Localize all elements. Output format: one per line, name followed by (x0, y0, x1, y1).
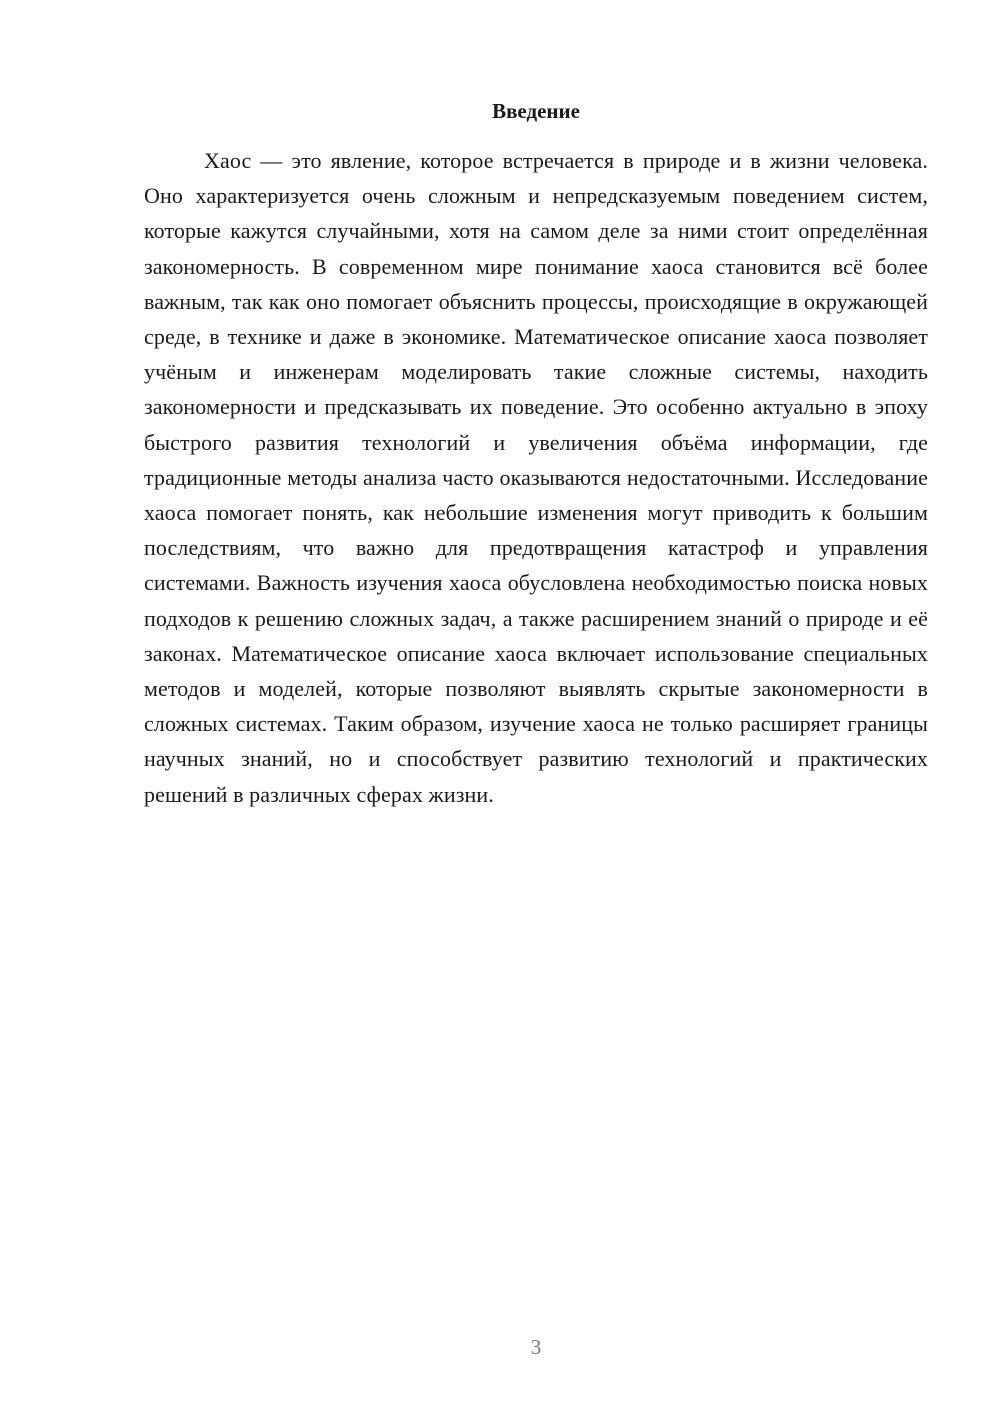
section-heading: Введение (492, 99, 580, 123)
intro-paragraph: Хаос — это явление, которое встречается в природе и в жизни человека. Оно характеризуется очень сложным и непредсказуемым поведением систем, которые кажутся случайными, хотя на самом деле за ними стоит определённая закономерность. В современном мире понимание хаоса становится всё более важным, так как оно помогает объяснить процессы, происходящие в окружающей среде, в технике и даже в экономике. Математическое описание хаоса позволяет учёным и инженерам моделировать такие сложные системы, находить закономерности и предсказывать их поведение. Это особенно актуально в эпоху быстрого развития технологий и увеличения объёма информации, где традиционные методы анализа часто оказываются недостаточными. Исследование хаоса помогает понять, как небольшие изменения могут приводить к большим последствиям, что важно для предотвращения катастроф и управления системами. Важность изучения хаоса обусловлена необходимостью поиска новых подходов к решению сложных задач, а также расширением знаний о природе и её законах. Математическое описание хаоса включает использование специальных методов и моделей, которые позволяют выявлять скрытые закономерности в сложных системах. Таким образом, изучение хаоса не только расширяет границы научных знаний, но и способствует развитию технологий и практических решений в различных сферах жизни. (144, 148, 928, 807)
page-number: 3 (530, 1335, 542, 1359)
